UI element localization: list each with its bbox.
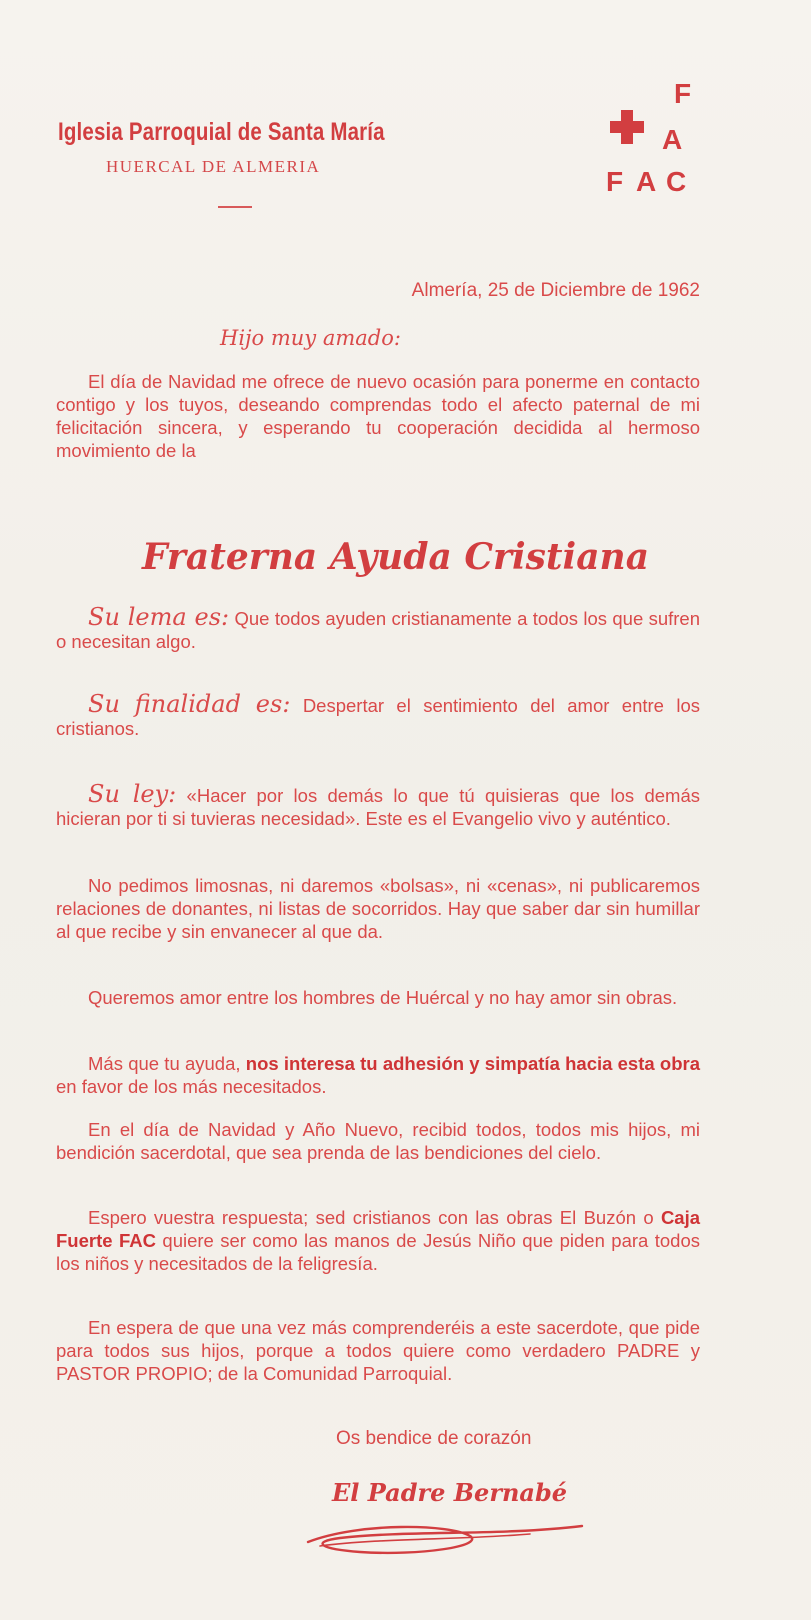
paragraph-ayuda	[56, 1052, 700, 1098]
finalidad-label: Su finalidad es:	[88, 690, 291, 718]
salutation: Hijo muy amado:	[220, 326, 401, 350]
paragraph-espero	[56, 1206, 700, 1275]
logo-letter: C	[666, 166, 687, 197]
parish-name: Iglesia Parroquial de Santa María	[58, 118, 385, 146]
paragraph-finalidad	[56, 690, 701, 740]
paragraph-text: Más que tu ayuda,	[88, 1053, 241, 1074]
paragraph-amor	[56, 986, 700, 1009]
signature: El Padre Bernabé	[332, 1478, 568, 1507]
parish-town: HUERCAL DE ALMERIA	[106, 157, 321, 176]
paragraph-text: Espero vuestra respuesta; sed cristianos con las obras El Buzón o	[88, 1207, 654, 1228]
paragraph-lema	[56, 603, 701, 653]
paragraph-navidad	[56, 1118, 700, 1164]
logo-letter: F	[606, 166, 624, 197]
closing-line: Os bendice de corazón	[336, 1428, 532, 1449]
finalidad-text: Despertar el sentimiento del amor entre los cristianos.	[56, 695, 701, 739]
letter-date: Almería, 25 de Diciembre de 1962	[411, 280, 700, 301]
letterhead	[58, 118, 456, 177]
logo-letter: A	[662, 124, 683, 155]
emphasis-text: Caja Fuerte FAC	[56, 1207, 701, 1251]
emphasis-text: nos interesa tu adhesión y simpatía hacia esta obra	[245, 1053, 701, 1074]
paragraph-text: En espera de que una vez más comprenderéis a este sacerdote, que pide para todos sus hijos, porque a todos quiere como verdadero PADRE y PASTOR PROPIO; de la Comunidad Parroquial.	[56, 1317, 700, 1384]
logo-letter: F	[674, 78, 692, 109]
paragraph-text: quiere ser como las manos de Jesús Niño que piden para todos los niños y necesitados de la feligresía.	[56, 1230, 700, 1274]
paragraph-text: El día de Navidad me ofrece de nuevo ocasión para ponerme en contacto contigo y los tuyos, deseando comprendas todo el afecto paternal de mi felicitación sincera, y esperando tu cooperación decidida al hermoso movimiento de la	[56, 371, 700, 461]
paragraph-espera	[56, 1316, 700, 1385]
paragraph-ley	[56, 780, 700, 830]
lema-label: Su lema es:	[88, 603, 230, 631]
paragraph-text: En el día de Navidad y Año Nuevo, recibid todos, todos mis hijos, mi bendición sacerdotal, que sea prenda de las bendiciones del cielo.	[56, 1119, 700, 1163]
header-divider	[218, 206, 252, 208]
red-cross-icon	[610, 110, 644, 144]
paragraph-text: No pedimos limosnas, ni daremos «bolsas», ni «cenas», ni publicaremos relaciones de donantes, ni listas de socorridos. Hay que saber dar sin humillar al que recibe y sin envanecer al que da.	[56, 875, 700, 942]
paragraph-text: Queremos amor entre los hombres de Huércal y no hay amor sin obras.	[88, 987, 678, 1008]
fac-logo	[606, 78, 698, 208]
signature-flourish	[300, 1516, 590, 1564]
lema-text: Que todos ayuden cristianamente a todos los que sufren o necesitan algo.	[56, 608, 701, 652]
paragraph-text: en favor de los más necesitados.	[56, 1076, 327, 1097]
movement-title: Fraterna Ayuda Cristiana	[142, 536, 650, 578]
ley-label: Su ley:	[88, 780, 177, 808]
ley-text: «Hacer por los demás lo que tú quisieras que los demás hicieran por ti si tuvieras necesidad». Este es el Evangelio vivo y auténtico.	[56, 785, 700, 829]
paragraph-intro	[56, 370, 700, 462]
paragraph-limosnas	[56, 874, 700, 943]
logo-letter: A	[636, 166, 657, 197]
